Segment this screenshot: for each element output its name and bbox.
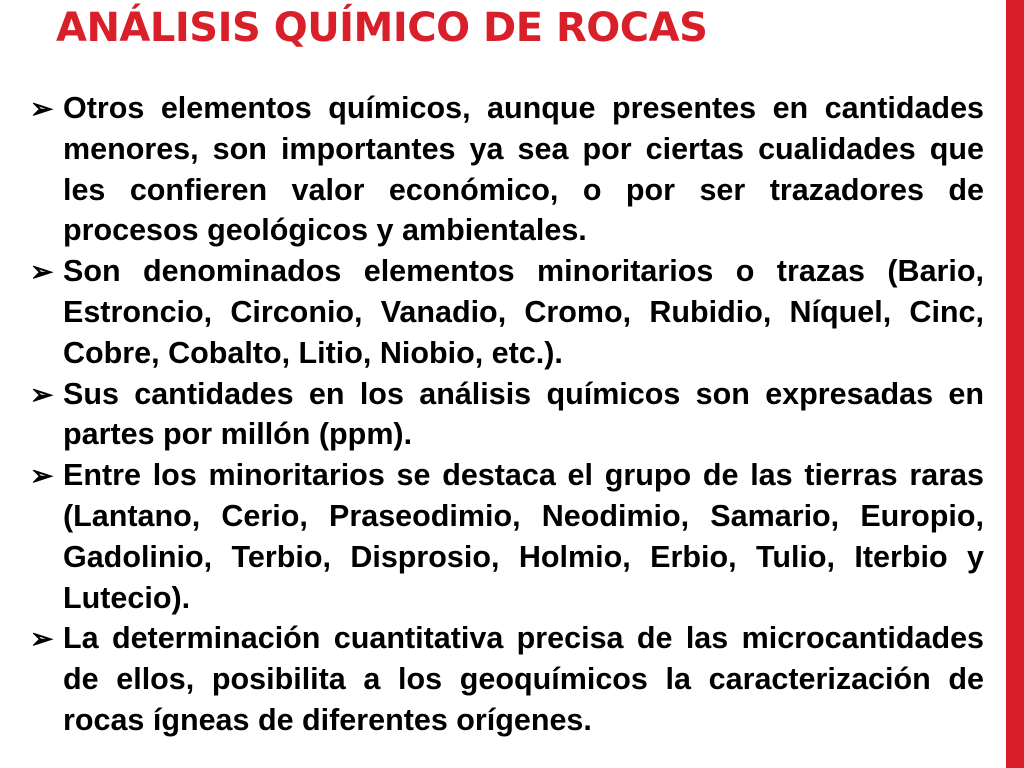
arrow-right-bullet-icon: ➢	[30, 623, 54, 655]
bullet-text: Sus cantidades en los análisis químicos son expresadas en partes por millón (ppm).	[63, 376, 984, 452]
arrow-right-bullet-icon: ➢	[30, 93, 54, 124]
bullet-text: La determinación cuantitativa precisa de las microcantidades de ellos, posibilita a los geoquímicos la caracterización de rocas ígneas de diferentes orígenes.	[63, 621, 984, 737]
bullet-text: Entre los minoritarios se destaca el grupo de las tierras raras (Lantano, Cerio, Praseodimio, Neodimio, Samario, Europio, Gadolinio, Terbio, Disprosio, Holmio, Erbio, Tulio, Iterbio y Lutecio).	[63, 458, 984, 615]
arrow-right-bullet-icon: ➢	[30, 378, 54, 410]
arrow-right-bullet-icon: ➢	[30, 256, 54, 288]
slide-title: ANÁLISIS QUÍMICO DE ROCAS	[56, 5, 708, 51]
bullet-item	[30, 251, 984, 373]
right-accent-bar	[1006, 0, 1024, 768]
bullet-item	[30, 374, 984, 456]
arrow-right-bullet-icon: ➢	[30, 460, 54, 492]
bullet-item	[30, 88, 984, 251]
bullet-text: Son denominados elementos minoritarios o trazas (Bario, Estroncio, Circonio, Vanadio, Cromo, Rubidio, Níquel, Cinc, Cobre, Cobalto, Litio, Niobio, etc.).	[63, 254, 984, 370]
bullet-list	[30, 88, 984, 741]
bullet-item	[30, 455, 984, 618]
bullet-item	[30, 618, 984, 740]
bullet-text: Otros elementos químicos, aunque presentes en cantidades menores, son importantes ya sea por ciertas cualidades que les confieren valor económico, o por ser trazadores de procesos geológicos y ambientales.	[63, 91, 984, 248]
